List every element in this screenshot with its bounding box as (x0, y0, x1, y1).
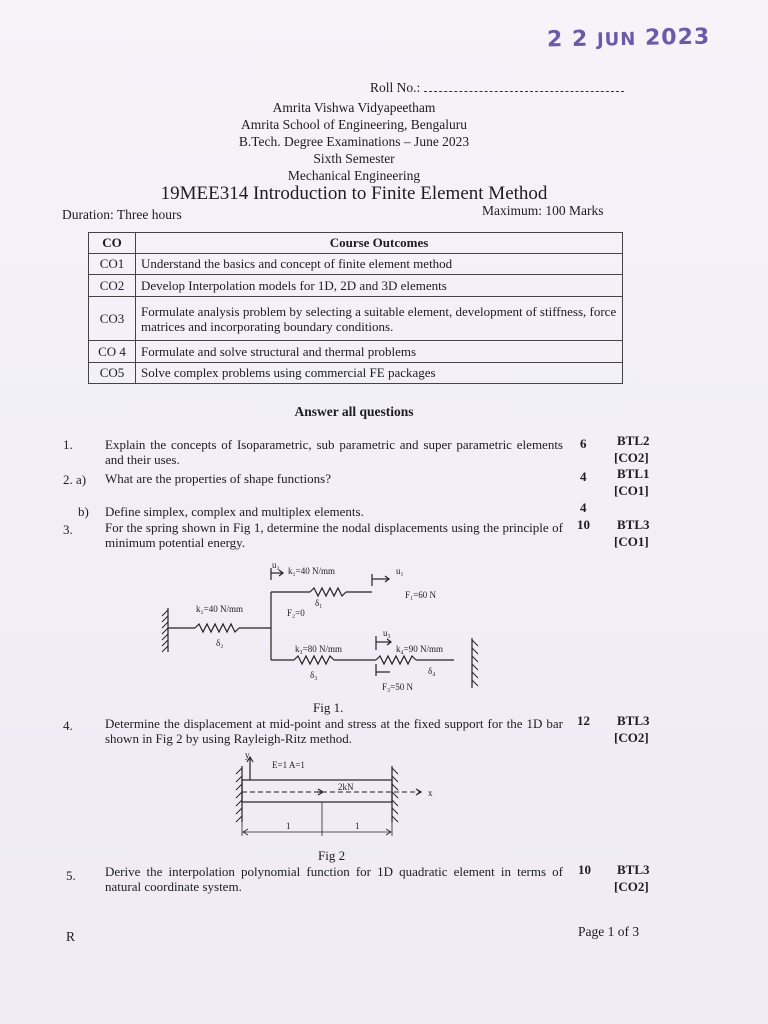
fig2-bar (232, 752, 447, 847)
roll-blank (424, 91, 624, 92)
co-code: CO3 (89, 297, 136, 341)
question-text: Explain the concepts of Isoparametric, sub parametric and super parametric elements and their uses. (105, 437, 563, 467)
k3-label: k₃=80 N/mm (295, 644, 342, 654)
F3-label: F₃=50 N (382, 682, 413, 692)
d1-label: δ₁ (315, 598, 323, 608)
question-co: [CO1] (614, 534, 649, 549)
fig1-caption: Fig 1. (313, 700, 344, 715)
question-number: 5. (66, 868, 76, 883)
co-code: CO1 (89, 254, 136, 275)
stamp-day: 2 2 (546, 26, 589, 53)
duration: Duration: Three hours (62, 207, 182, 222)
load-label: 2kN (338, 782, 354, 792)
question-number: 3. (63, 522, 73, 537)
question-text: What are the properties of shape functions? (105, 471, 331, 486)
course-title: 19MEE314 Introduction to Finite Element Method (160, 183, 548, 204)
question-marks: 10 (578, 862, 591, 877)
question-btl: BTL2 (617, 433, 650, 448)
question-number: 2. a) (63, 472, 87, 487)
question-co: [CO1] (614, 483, 649, 498)
u2-label: u₂ (272, 560, 280, 570)
co-text: Understand the basics and concept of finite element method (136, 254, 623, 275)
co-code: CO5 (89, 363, 136, 384)
school-name: Amrita School of Engineering, Bengaluru (240, 117, 468, 132)
header-outcomes: Course Outcomes (136, 233, 623, 254)
question-marks: 4 (580, 469, 587, 484)
department: Mechanical Engineering (287, 168, 421, 183)
roll-label: Roll No.: (370, 80, 421, 95)
semester: Sixth Semester (313, 151, 395, 166)
length-1: 1 (286, 821, 291, 831)
question-number: 1. (63, 437, 73, 452)
question-number: b) (78, 504, 89, 519)
instruction: Answer all questions (294, 404, 414, 419)
bar-properties: E=1 A=1 (272, 760, 305, 770)
question-btl: BTL3 (617, 862, 650, 877)
table-row (89, 254, 623, 275)
length-2: 1 (355, 821, 360, 831)
F1-label: F₁=60 N (405, 590, 436, 600)
course-outcomes-table (88, 232, 623, 384)
table-row (89, 341, 623, 363)
question-marks: 6 (580, 436, 587, 451)
question-marks: 4 (580, 500, 587, 515)
d3-label: δ₃ (310, 670, 318, 680)
question-text: Derive the interpolation polynomial function for 1D quadratic element in terms of natural coordinate system. (105, 864, 563, 894)
question-marks: 12 (577, 713, 590, 728)
stamp-year: 2023 (644, 24, 711, 51)
exam-name: B.Tech. Degree Examinations – June 2023 (238, 134, 470, 149)
stamp-month: JUN (596, 28, 637, 51)
F2-label: F₂=0 (287, 608, 305, 618)
question-number: 4. (63, 718, 73, 733)
co-text: Formulate analysis problem by selecting a suitable element, development of stiffness, force matrices and incorporating boundary conditions. (136, 297, 623, 341)
question-marks: 10 (577, 517, 590, 532)
k2-label: k₂=40 N/mm (196, 604, 243, 614)
u3-label: u₃ (383, 628, 391, 638)
table-row (89, 363, 623, 384)
question-co: [CO2] (614, 730, 649, 745)
table-row (89, 275, 623, 297)
footer-mark: R (66, 929, 76, 944)
y-axis-label: y (245, 752, 250, 760)
co-code: CO2 (89, 275, 136, 297)
co-text: Formulate and solve structural and thermal problems (136, 341, 623, 363)
question-btl: BTL3 (617, 713, 650, 728)
roll-number-field (370, 80, 624, 96)
k4-label: k₄=90 N/mm (396, 644, 443, 654)
question-co: [CO2] (614, 450, 649, 465)
question-btl: BTL1 (617, 466, 650, 481)
header-co: CO (89, 233, 136, 254)
date-stamp (547, 25, 711, 53)
co-code: CO 4 (89, 341, 136, 363)
u1-label: u₁ (396, 566, 404, 576)
k1-label: k₁=40 N/mm (288, 566, 335, 576)
fig1-spring-system (150, 560, 490, 700)
co-text: Develop Interpolation models for 1D, 2D and 3D elements (136, 275, 623, 297)
table-row (89, 297, 623, 341)
question-co: [CO2] (614, 879, 649, 894)
question-text: Determine the displacement at mid-point and stress at the fixed support for the 1D bar shown in Fig 2 by using Rayleigh-Ritz method. (105, 716, 563, 746)
d2-label: δ₂ (216, 638, 224, 648)
co-text: Solve complex problems using commercial FE packages (136, 363, 623, 384)
x-axis-label: x (428, 788, 433, 798)
d4-label: δ₄ (428, 666, 436, 676)
fig2-caption: Fig 2 (318, 848, 346, 863)
question-text: For the spring shown in Fig 1, determine the nodal displacements using the principle of minimum potential energy. (105, 520, 563, 550)
page-number: Page 1 of 3 (578, 924, 640, 939)
table-header-row (89, 233, 623, 254)
university-name: Amrita Vishwa Vidyapeetham (272, 100, 436, 115)
question-btl: BTL3 (617, 517, 650, 532)
maximum-marks: Maximum: 100 Marks (482, 203, 604, 218)
question-text: Define simplex, complex and multiplex elements. (105, 504, 364, 519)
